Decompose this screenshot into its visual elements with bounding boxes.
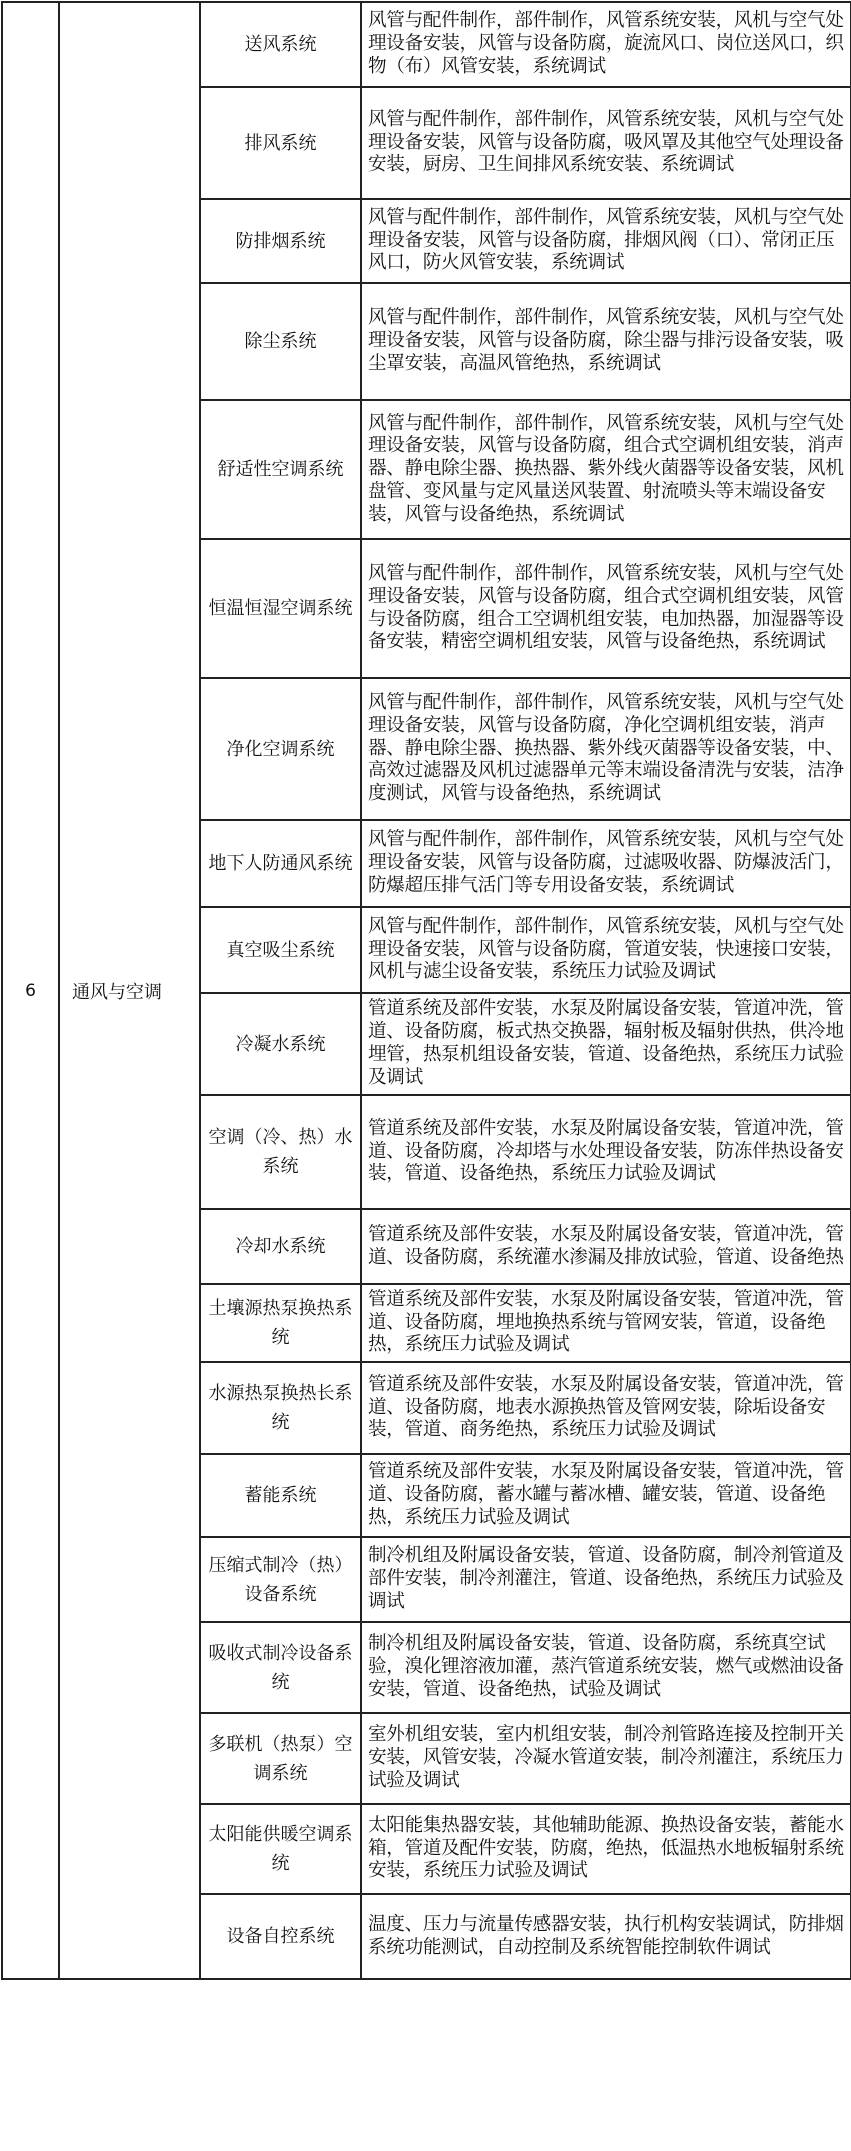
sub-item-list: 管道系统及部件安装，水泵及附属设备安装，管道冲洗，管道、设备防腐，埋地换热系统与管网安装，管道，设备绝热，系统压力试验及调试 xyxy=(361,1284,851,1362)
subdivision-name: 冷却水系统 xyxy=(200,1209,361,1284)
division-name: 通风与空调 xyxy=(59,2,200,1979)
subdivision-name: 恒温恒湿空调系统 xyxy=(200,539,361,678)
subdivision-name: 舒适性空调系统 xyxy=(200,400,361,539)
sub-item-list: 管道系统及部件安装，水泵及附属设备安装，管道冲洗，管道、设备防腐，冷却塔与水处理设备安装，防冻伴热设备安装，管道、设备绝热，系统压力试验及调试 xyxy=(361,1095,851,1209)
subdivision-name: 地下人防通风系统 xyxy=(200,820,361,907)
sub-item-list: 室外机组安装，室内机组安装，制冷剂管路连接及控制开关安装，风管安装，冷凝水管道安装，制冷剂灌注，系统压力试验及调试 xyxy=(361,1713,851,1804)
table-row xyxy=(2,2,851,87)
subdivision-name: 水源热泵换热长系统 xyxy=(200,1362,361,1454)
sub-item-list: 管道系统及部件安装，水泵及附属设备安装，管道冲洗，管道、设备防腐，板式热交换器，辐射板及辐射供热，供冷地埋管，热泵机组设备安装，管道、设备绝热，系统压力试验及调试 xyxy=(361,993,851,1095)
subdivision-name: 送风系统 xyxy=(200,2,361,87)
sub-item-list: 风管与配件制作，部件制作，风管系统安装，风机与空气处理设备安装，风管与设备防腐，净化空调机组安装，消声器、静电除尘器、换热器、紫外线灭菌器等设备安装，中、高效过滤器及风机过滤器单元等末端设备清洗与安装，洁净度测试，风管与设备绝热，系统调试 xyxy=(361,678,851,820)
subdivision-name: 压缩式制冷（热）设备系统 xyxy=(200,1537,361,1622)
subdivision-name: 吸收式制冷设备系统 xyxy=(200,1622,361,1713)
subdivision-name: 除尘系统 xyxy=(200,283,361,400)
sub-item-list: 太阳能集热器安装，其他辅助能源、换热设备安装，蓄能水箱，管道及配件安装，防腐，绝热，低温热水地板辐射系统安装，系统压力试验及调试 xyxy=(361,1804,851,1894)
subdivision-name: 空调（冷、热）水系统 xyxy=(200,1095,361,1209)
subdivision-name: 真空吸尘系统 xyxy=(200,907,361,993)
sub-item-list: 温度、压力与流量传感器安装，执行机构安装调试，防排烟系统功能测试，自动控制及系统智能控制软件调试 xyxy=(361,1894,851,1979)
sub-item-list: 管道系统及部件安装，水泵及附属设备安装，管道冲洗，管道、设备防腐，地表水源换热管及管网安装，除垢设备安装，管道、商务绝热，系统压力试验及调试 xyxy=(361,1362,851,1454)
subdivision-name: 净化空调系统 xyxy=(200,678,361,820)
subdivision-name: 太阳能供暖空调系统 xyxy=(200,1804,361,1894)
subdivision-name: 蓄能系统 xyxy=(200,1454,361,1537)
sub-item-list: 风管与配件制作，部件制作，风管系统安装，风机与空气处理设备安装，风管与设备防腐，除尘器与排污设备安装，吸尘罩安装，高温风管绝热，系统调试 xyxy=(361,283,851,400)
division-number: 6 xyxy=(2,2,59,1979)
sub-item-list: 风管与配件制作，部件制作，风管系统安装，风机与空气处理设备安装，风管与设备防腐，组合式空调机组安装，风管与设备防腐，组合工空调机组安装，电加热器，加湿器等设备安装，精密空调机组安装，风管与设备绝热，系统调试 xyxy=(361,539,851,678)
sub-item-list: 风管与配件制作，部件制作，风管系统安装，风机与空气处理设备安装，风管与设备防腐，吸风罩及其他空气处理设备安装，厨房、卫生间排风系统安装、系统调试 xyxy=(361,87,851,199)
subdivision-name: 排风系统 xyxy=(200,87,361,199)
sub-item-list: 制冷机组及附属设备安装，管道、设备防腐，系统真空试验，溴化锂溶液加灌，蒸汽管道系统安装，燃气或燃油设备安装，管道、设备绝热，试验及调试 xyxy=(361,1622,851,1713)
sub-item-list: 风管与配件制作，部件制作，风管系统安装，风机与空气处理设备安装，风管与设备防腐，过滤吸收器、防爆波活门，防爆超压排气活门等专用设备安装，系统调试 xyxy=(361,820,851,907)
subdivision-name: 冷凝水系统 xyxy=(200,993,361,1095)
subdivision-name: 土壤源热泵换热系统 xyxy=(200,1284,361,1362)
spec-table xyxy=(1,1,851,1980)
sub-item-list: 风管与配件制作，部件制作，风管系统安装，风机与空气处理设备安装，风管与设备防腐，组合式空调机组安装，消声器、静电除尘器、换热器、紫外线火菌器等设备安装，风机盘管、变风量与定风量送风装置、射流喷头等末端设备安装，风管与设备绝热，系统调试 xyxy=(361,400,851,539)
sub-item-list: 风管与配件制作，部件制作，风管系统安装，风机与空气处理设备安装，风管与设备防腐，旋流风口、岗位送风口，织物（布）风管安装，系统调试 xyxy=(361,2,851,87)
sub-item-list: 制冷机组及附属设备安装，管道、设备防腐，制冷剂管道及部件安装，制冷剂灌注，管道、设备绝热，系统压力试验及调试 xyxy=(361,1537,851,1622)
sub-item-list: 管道系统及部件安装，水泵及附属设备安装，管道冲洗，管道、设备防腐，蓄水罐与蓄冰槽、罐安装，管道、设备绝热，系统压力试验及调试 xyxy=(361,1454,851,1537)
subdivision-name: 防排烟系统 xyxy=(200,199,361,283)
subdivision-name: 多联机（热泵）空调系统 xyxy=(200,1713,361,1804)
sub-item-list: 风管与配件制作，部件制作，风管系统安装，风机与空气处理设备安装，风管与设备防腐，排烟风阀（口）、常闭正压风口，防火风管安装，系统调试 xyxy=(361,199,851,283)
spec-table-body xyxy=(2,2,851,1979)
sub-item-list: 风管与配件制作，部件制作，风管系统安装，风机与空气处理设备安装，风管与设备防腐，管道安装，快速接口安装，风机与滤尘设备安装，系统压力试验及调试 xyxy=(361,907,851,993)
sub-item-list: 管道系统及部件安装，水泵及附属设备安装，管道冲洗，管道、设备防腐，系统灌水渗漏及排放试验，管道、设备绝热 xyxy=(361,1209,851,1284)
subdivision-name: 设备自控系统 xyxy=(200,1894,361,1979)
